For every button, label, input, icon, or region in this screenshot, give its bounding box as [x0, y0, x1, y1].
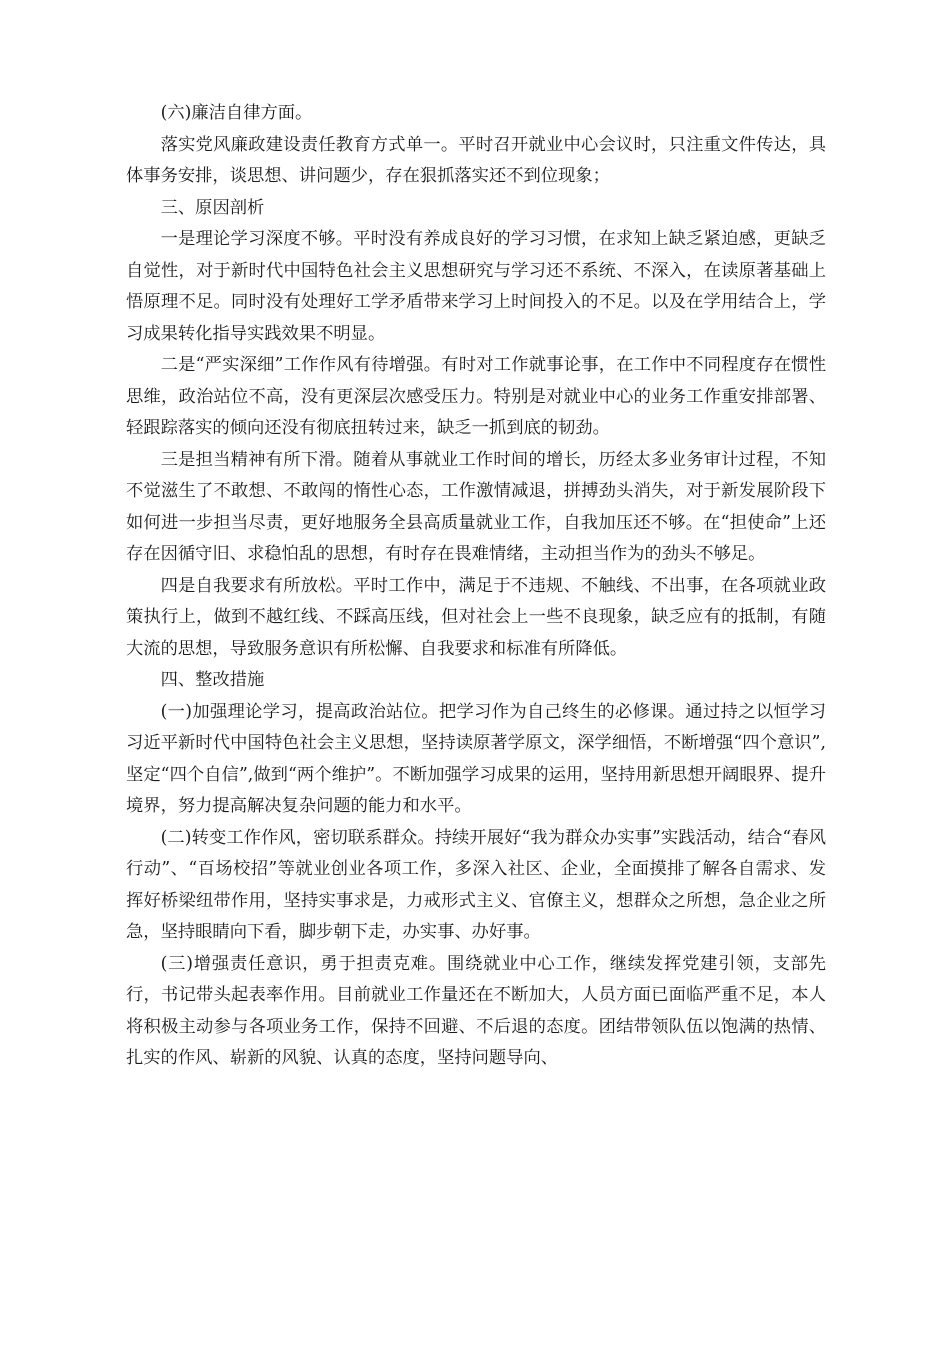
section-heading-rectification: 四、整改措施 [160, 670, 265, 690]
paragraph-measure-3: (三)增强责任意识，勇于担责克难。围绕就业中心工作，继续发挥党建引领，支部先行，书记带头起表率作用。目前就业工作量还在不断加大，人员方面已面临严重不足，本人将积极主动参与各项业务工作，保持不回避、不后退的态度。团结带领队伍以饱满的热情、扎实的作风、崭新的风貌、认真的态度，坚持问题导向、 [126, 953, 826, 1068]
paragraph-integrity-issue: 落实党风廉政建设责任教育方式单一。平时召开就业中心会议时，只注重文件传达，具体事务安排，谈思想、讲问题少，存在狠抓落实还不到位现象； [126, 134, 826, 186]
document-page [126, 98, 826, 1075]
paragraph-cause-3: 三是担当精神有所下滑。随着从事就业工作时间的增长，历经太多业务审计过程，不知不觉滋生了不敢想、不敢闯的惰性心态，工作激情减退，拼搏劲头消失，对于新发展阶段下如何进一步担当尽责，更好地服务全县高质量就业工作，自我加压还不够。在“担使命”上还存在因循守旧、求稳怕乱的思想，有时存在畏难情绪，主动担当作为的劲头不够足。 [126, 449, 826, 564]
section-heading-integrity: (六)廉洁自律方面。 [160, 103, 313, 123]
paragraph-measure-1: (一)加强理论学习，提高政治站位。把学习作为自己终生的必修课。通过持之以恒学习习近平新时代中国特色社会主义思想，坚持读原著学原文，深学细悟，不断增强“四个意识”,坚定“四个自信”,做到“两个维护”。不断加强学习成果的运用，坚持用新思想开阔眼界、提升境界，努力提高解决复杂问题的能力和水平。 [126, 701, 826, 816]
section-heading-cause-analysis: 三、原因剖析 [160, 197, 265, 218]
paragraph-measure-2: (二)转变工作作风，密切联系群众。持续开展好“我为群众办实事”实践活动，结合“春风行动”、“百场校招”等就业创业各项工作，多深入社区、企业，全面摸排了解各自需求、发挥好桥梁纽带作用，坚持实事求是，力戒形式主义、官僚主义，想群众之所想，急企业之所急，坚持眼睛向下看，脚步朝下走，办实事、办好事。 [126, 827, 826, 942]
paragraph-cause-1: 一是理论学习深度不够。平时没有养成良好的学习习惯，在求知上缺乏紧迫感，更缺乏自觉性，对于新时代中国特色社会主义思想研究与学习还不系统、不深入，在读原著基础上悟原理不足。同时没有处理好工学矛盾带来学习上时间投入的不足。以及在学用结合上，学习成果转化指导实践效果不明显。 [126, 229, 826, 344]
paragraph-cause-2: 二是“严实深细”工作作风有待增强。有时对工作就事论事，在工作中不同程度存在惯性思维，政治站位不高，没有更深层次感受压力。特别是对就业中心的业务工作重安排部署、轻跟踪落实的倾向还没有彻底扭转过来，缺乏一抓到底的韧劲。 [126, 355, 826, 438]
paragraph-cause-4: 四是自我要求有所放松。平时工作中，满足于不违规、不触线、不出事，在各项就业政策执行上，做到不越红线、不踩高压线，但对社会上一些不良现象，缺乏应有的抵制，有随大流的思想，导致服务意识有所松懈、自我要求和标准有所降低。 [126, 575, 826, 659]
